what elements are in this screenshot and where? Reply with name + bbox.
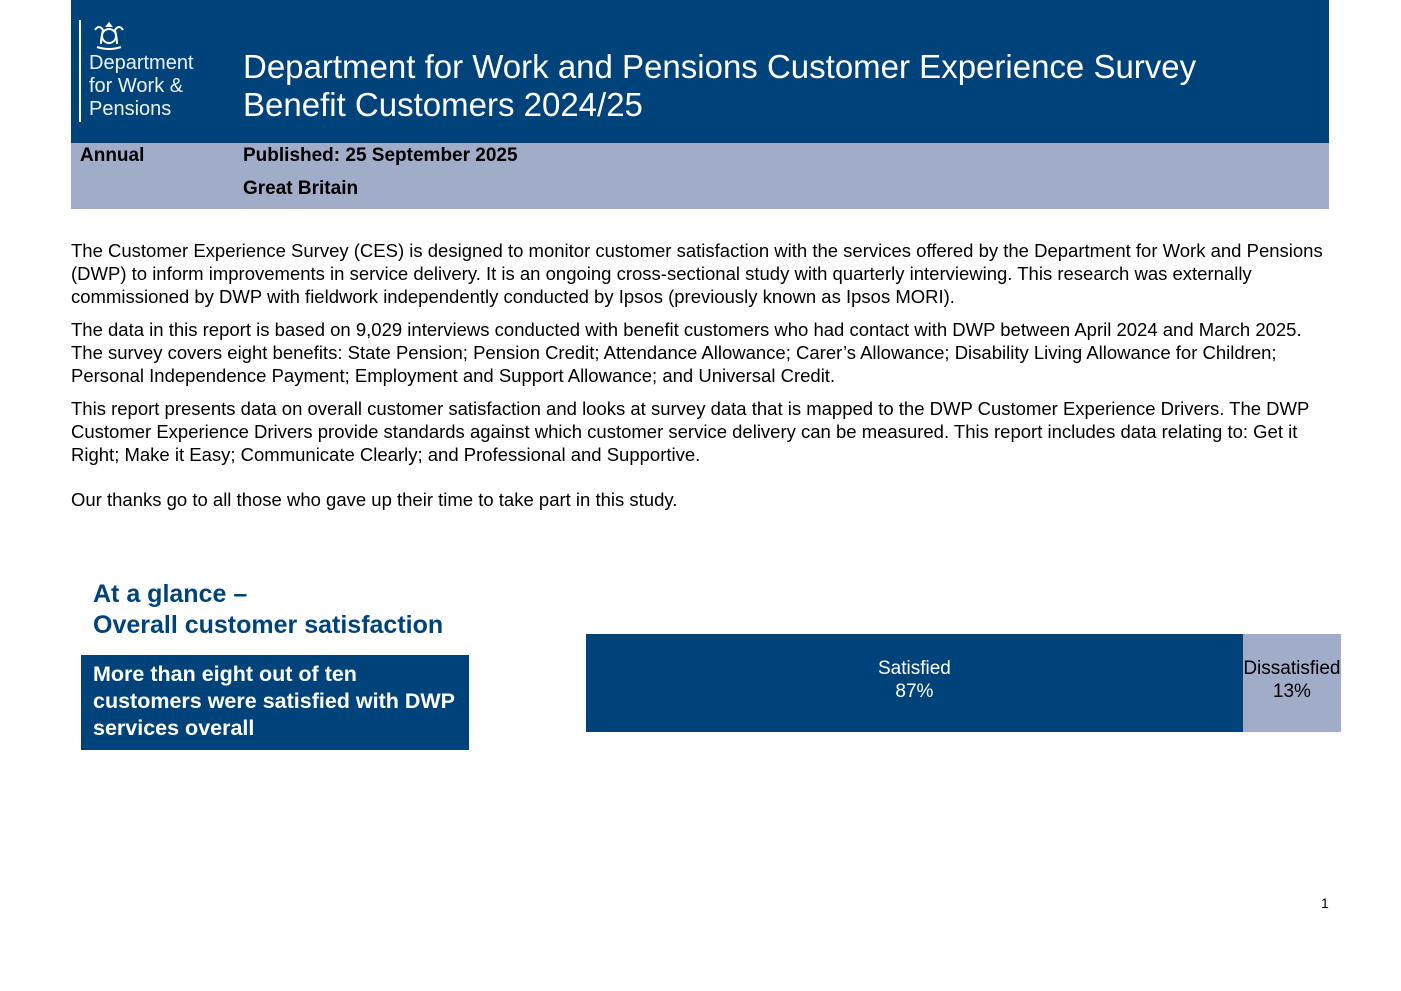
- published-date: Published: 25 September 2025: [243, 145, 518, 166]
- thanks-paragraph: Our thanks go to all those who gave up their time to take part in this study.: [71, 489, 678, 510]
- intro-paragraph: The data in this report is based on 9,029 interviews conducted with benefit customers who had contact with DWP between April 2024 and March 2025. The survey covers eight benefits: State Pension; Pension Credit; Attendance Allowance; Carer’s Allowance; Disability Living Allowance for Children; Personal Independence Payment; Employment and Support Allowance; and Universal Credit.: [71, 319, 1302, 386]
- bar-segment-satisfied: [586, 634, 1243, 732]
- publication-info: [71, 143, 1329, 209]
- title-line: Benefit Customers 2024/25: [243, 86, 643, 123]
- page-number: 1: [1321, 895, 1329, 911]
- frequency: Annual: [80, 145, 145, 166]
- royal-crest-icon: [89, 20, 129, 50]
- segment-label: Satisfied: [877, 658, 951, 679]
- segment-label: Dissatisfied: [1243, 658, 1341, 679]
- bar-segment-dissatisfied: [1243, 634, 1341, 732]
- geography: Great Britain: [243, 178, 359, 199]
- logo-line: Pensions: [89, 98, 172, 120]
- logo-line: for Work &: [89, 75, 184, 97]
- dwp-logo: [79, 20, 194, 122]
- heading-line: At a glance –: [93, 580, 248, 608]
- key-finding-callout: More than eight out of ten customers were satisfied with DWP services overall: [81, 655, 469, 750]
- segment-value: 13%: [1272, 681, 1311, 702]
- satisfaction-bar-chart: [586, 634, 1341, 732]
- heading-line: Overall customer satisfaction: [93, 611, 444, 639]
- intro-paragraph: This report presents data on overall customer satisfaction and looks at survey data that is mapped to the DWP Customer Experience Drivers. The DWP Customer Experience Drivers provide standards against which customer service delivery can be measured. This report includes data relating to: Get it Right; Make it Easy; Communicate Clearly; and Professional and Supportive.: [71, 398, 1310, 465]
- segment-value: 87%: [895, 681, 934, 702]
- title-line: Department for Work and Pensions Customer Experience Survey: [243, 48, 1197, 85]
- intro-paragraph: The Customer Experience Survey (CES) is designed to monitor customer satisfaction with the services offered by the Department for Work and Pensions (DWP) to inform improvements in service delivery. It is an ongoing cross-sectional study with quarterly interviewing. This research was externally commissioned by DWP with fieldwork independently conducted by Ipsos (previously known as Ipsos MORI).: [71, 240, 1323, 307]
- logo-line: Department: [89, 52, 194, 74]
- introduction: [71, 239, 1331, 521]
- at-a-glance-heading: [93, 579, 443, 641]
- report-header: [71, 0, 1329, 143]
- page-title: [243, 48, 1196, 124]
